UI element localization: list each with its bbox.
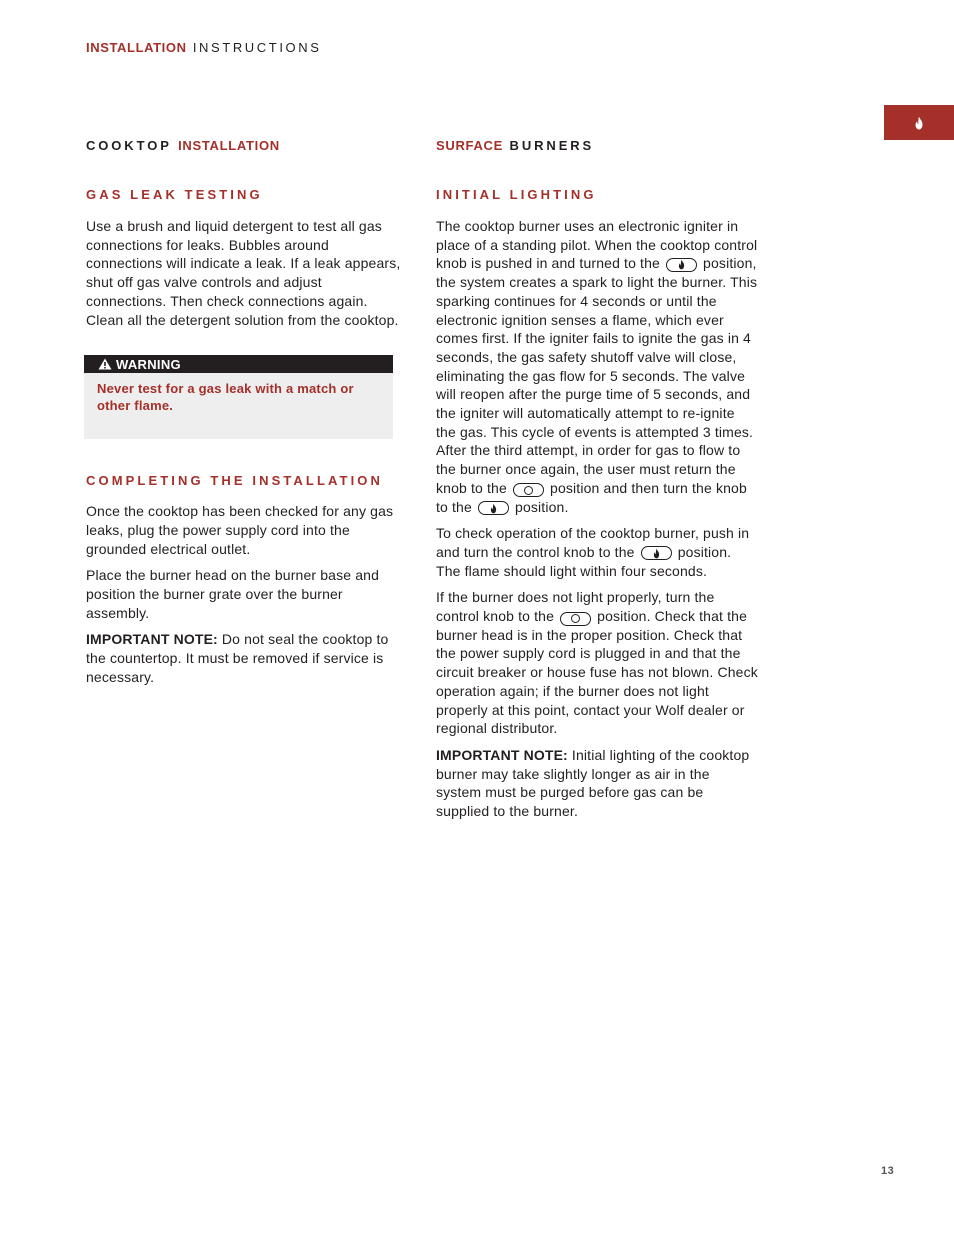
knob-hi-icon bbox=[478, 501, 509, 515]
gas-leak-text: Use a brush and liquid detergent to test all gas connections for leaks. Bubbles around connections will indicate a leak. If a leak appears, shut off gas valve controls and adjust connections. Then check connections again. Clean all the detergent solution from the cooktop. bbox=[86, 218, 401, 328]
knob-hi-icon bbox=[641, 546, 672, 560]
knob-hi-icon bbox=[666, 258, 697, 272]
warning-label: WARNING bbox=[116, 356, 181, 372]
knob-off-icon bbox=[560, 612, 591, 626]
header-bold: INSTALLATION bbox=[86, 40, 187, 55]
gas-leak-heading: GAS LEAK TESTING bbox=[86, 187, 263, 202]
left-column bbox=[86, 138, 406, 687]
completing-heading: COMPLETING THE INSTALLATION bbox=[86, 473, 383, 489]
flame-icon bbox=[913, 116, 925, 130]
completing-p2: Place the burner head on the burner base and position the burner grate over the burner assembly. bbox=[86, 567, 380, 621]
completing-note: IMPORTANT NOTE: Do not seal the cooktop to the countertop. It must be removed if service is necessary. bbox=[86, 631, 389, 685]
initial-p3: If the burner does not light properly, turn the control knob to the position. Check that the burner head is in the proper position. Check that the power supply cord is plugged in and that the circuit breaker or house fuse has not blown. Check operation again; if the burner does not light properly at this point, contact your Wolf dealer or regional distributor. bbox=[436, 589, 758, 737]
completing-p1: Once the cooktop has been checked for any gas leaks, plug the power supply cord into the grounded electrical outlet. bbox=[86, 503, 394, 557]
warning-box bbox=[84, 355, 393, 439]
initial-p2: To check operation of the cooktop burner, push in and turn the control knob to the position. The flame should light within four seconds. bbox=[436, 525, 750, 579]
cooktop-installation-title: COOKTOP INSTALLATION bbox=[86, 138, 280, 153]
page-number: 13 bbox=[881, 1165, 895, 1177]
initial-note: IMPORTANT NOTE: Initial lighting of the cooktop burner may take slightly longer as air in the system must be purged before gas can be supplied to the burner. bbox=[436, 746, 750, 820]
initial-p1: The cooktop burner uses an electronic igniter in place of a standing pilot. When the cooktop control knob is pushed in and turned to the position, the system creates a spark to light the burner. This sparking continues for 4 seconds or until the electronic ignition senses a flame, which ever comes first. If the igniter fails to ignite the gas in 4 seconds, the gas safety shutoff valve will close, eliminating the gas flow for 5 seconds. The valve will reopen after the purge time of 5 seconds, and the igniter will automatically attempt to re-ignite the gas. This cycle of events is attempted 3 times. After the third attempt, in order for gas to flow to the burner once again, the user must return the knob to the position and then turn the knob to the position. bbox=[436, 218, 758, 515]
right-column bbox=[436, 138, 758, 821]
header-rest: INSTRUCTIONS bbox=[192, 40, 322, 55]
initial-lighting-heading: INITIAL LIGHTING bbox=[436, 187, 597, 202]
section-tab bbox=[884, 105, 954, 140]
surface-burners-title: SURFACE BURNERS bbox=[436, 138, 595, 153]
warning-text: Never test for a gas leak with a match or other flame. bbox=[97, 381, 354, 414]
warning-triangle-icon bbox=[98, 358, 112, 370]
page-header bbox=[86, 40, 322, 55]
warning-header bbox=[84, 355, 393, 373]
knob-off-icon bbox=[513, 483, 544, 497]
